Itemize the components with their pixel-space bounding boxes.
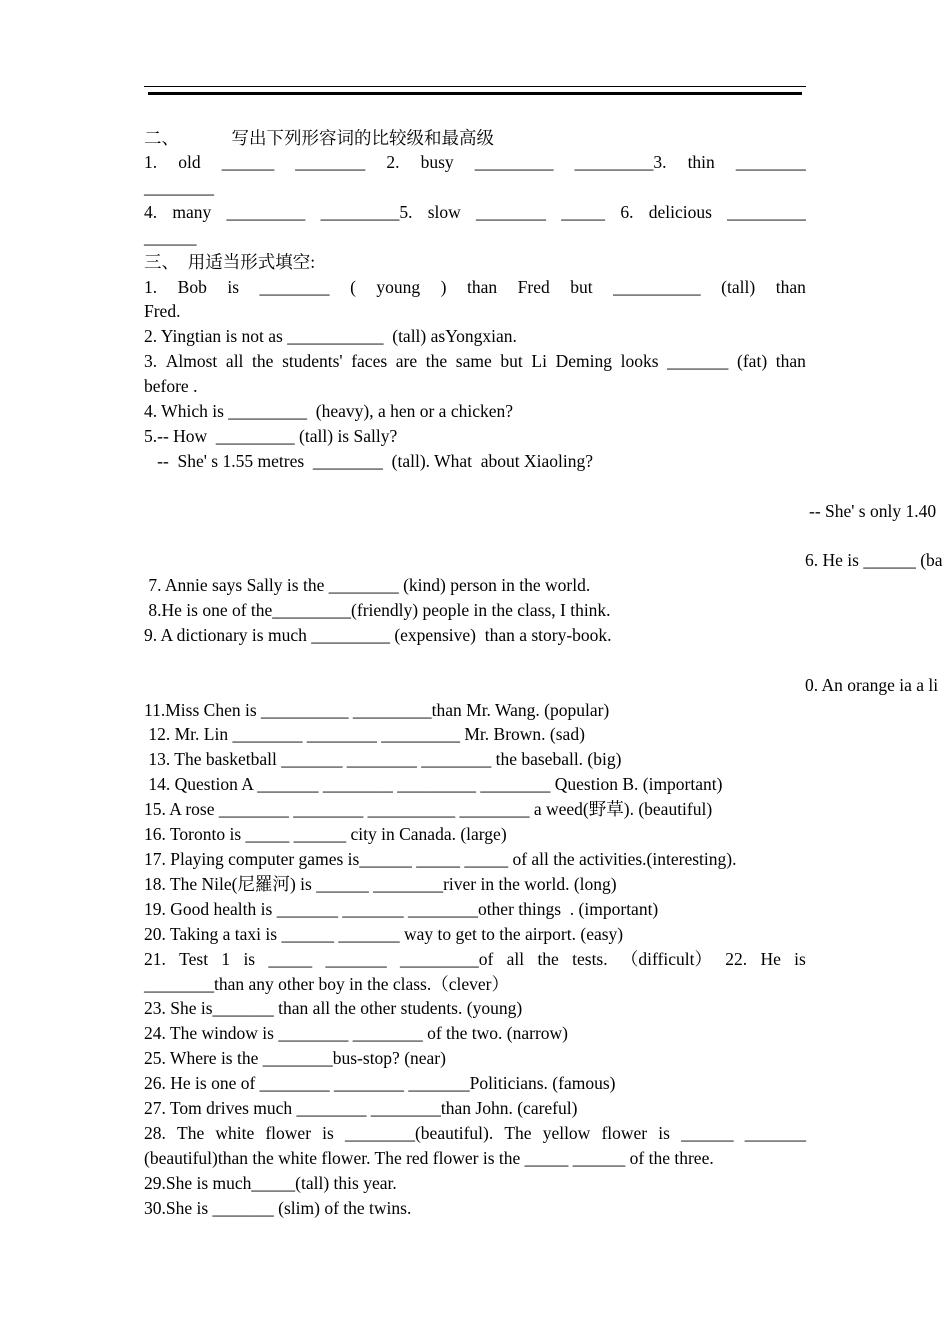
- word: 21.: [144, 949, 166, 969]
- word: _______: [667, 351, 729, 371]
- section2-row2: [144, 201, 806, 223]
- question-21: [144, 948, 806, 970]
- question-24: 24. The window is ________ ________ of the two. (narrow): [144, 1023, 568, 1043]
- question-7: 7. Annie says Sally is the ________ (kind) person in the world.: [144, 575, 591, 595]
- word: white: [215, 1123, 255, 1143]
- word: _________3.: [574, 152, 667, 172]
- word: ________: [259, 277, 330, 297]
- word: looks: [620, 351, 659, 371]
- word: ________: [295, 152, 366, 172]
- question-16: 16. Toronto is _____ ______ city in Canada. (large): [144, 824, 507, 844]
- word: flower: [601, 1123, 648, 1143]
- word: many: [172, 202, 212, 222]
- header-rule-thick: [148, 92, 802, 95]
- question-13: 13. The basketball _______ ________ ________ the baseball. (big): [144, 749, 622, 769]
- word: ______: [221, 152, 275, 172]
- word: are: [395, 351, 418, 371]
- word: Bob: [177, 277, 207, 297]
- word: (tall): [721, 277, 756, 297]
- question-27: 27. Tom drives much ________ ________than John. (careful): [144, 1098, 578, 1118]
- word: students': [282, 351, 343, 371]
- question-18: 18. The Nile(尼羅河) is ______ ________river in the world. (long): [144, 874, 617, 894]
- question-5a: 5.-- How _________ (tall) is Sally?: [144, 426, 398, 446]
- word: all: [225, 351, 244, 371]
- word: the: [425, 351, 448, 371]
- word: 1.: [144, 152, 158, 172]
- question-5c: -- She' s only 1.40: [809, 501, 937, 521]
- question-6: 6. He is ______ (ba: [805, 550, 943, 570]
- word: __________: [613, 277, 701, 297]
- word: _________of: [400, 949, 494, 969]
- word: Fred: [517, 277, 550, 297]
- question-30: 30.She is _______ (slim) of the twins.: [144, 1198, 412, 1218]
- question-9: 9. A dictionary is much _________ (expensive) than a story-book.: [144, 625, 612, 645]
- question-28-cont: (beautiful)than the white flower. The red flower is the _____ ______ of the three.: [144, 1148, 714, 1168]
- section2-row1-cont: ________: [144, 177, 214, 197]
- word: Li: [531, 351, 547, 371]
- word: (: [350, 277, 356, 297]
- word: ________: [476, 202, 547, 222]
- question-25: 25. Where is the ________bus-stop? (near): [144, 1048, 446, 1068]
- word: ________(beautiful).: [344, 1123, 494, 1143]
- question-2: 2. Yingtian is not as ___________ (tall) asYongxian.: [144, 326, 517, 346]
- question-10: 0. An orange ia a li: [805, 675, 939, 695]
- word: Test: [179, 949, 209, 969]
- header-rule-thin: [144, 86, 806, 87]
- word: The: [504, 1123, 532, 1143]
- word: is: [227, 277, 240, 297]
- question-8: 8.He is one of the_________(friendly) people in the class, I think.: [144, 600, 611, 620]
- question-1: [144, 276, 806, 298]
- word: is: [658, 1123, 670, 1143]
- word: _______: [325, 949, 387, 969]
- word: tests.: [572, 949, 608, 969]
- question-28: [144, 1122, 806, 1144]
- question-22-cont: ________than any other boy in the class.（clever）: [144, 974, 509, 994]
- question-3-cont: before .: [144, 376, 198, 396]
- word: the: [537, 949, 559, 969]
- word: busy: [420, 152, 454, 172]
- word: ): [440, 277, 447, 297]
- question-11: 11.Miss Chen is __________ _________than Mr. Wang. (popular): [144, 700, 610, 720]
- question-20: 20. Taking a taxi is ______ _______ way to get to the airport. (easy): [144, 924, 624, 944]
- word: Almost: [165, 351, 218, 371]
- word: _____: [268, 949, 313, 969]
- word: the: [252, 351, 274, 371]
- word: 4.: [144, 202, 158, 222]
- word: all: [506, 949, 525, 969]
- word: 2.: [386, 152, 400, 172]
- word: old: [178, 152, 201, 172]
- question-5b: -- She' s 1.55 metres ________ (tall). What about Xiaoling?: [144, 451, 593, 471]
- word: 6.: [620, 202, 634, 222]
- word: delicious: [648, 202, 712, 222]
- word: slow: [427, 202, 461, 222]
- word: than: [775, 277, 806, 297]
- question-15: 15. A rose ________ ________ __________ ________ a weed(野草). (beautiful): [144, 799, 713, 819]
- word: ______: [681, 1123, 734, 1143]
- word: （difficult）: [620, 949, 712, 969]
- word: He: [760, 949, 781, 969]
- word: 28.: [144, 1123, 166, 1143]
- word: same: [455, 351, 492, 371]
- word: thin: [687, 152, 715, 172]
- word: is: [322, 1123, 334, 1143]
- question-3: [144, 350, 806, 372]
- word: is: [243, 949, 256, 969]
- question-1-cont: Fred.: [144, 301, 181, 321]
- word: ________: [735, 152, 806, 172]
- word: 1.: [144, 277, 158, 297]
- word: The: [177, 1123, 205, 1143]
- word: 3.: [144, 351, 158, 371]
- word: _________: [474, 152, 554, 172]
- word: _________5.: [320, 202, 413, 222]
- word: young: [376, 277, 421, 297]
- question-26: 26. He is one of ________ ________ _______Politicians. (famous): [144, 1073, 616, 1093]
- word: than: [775, 351, 806, 371]
- section3-title: 三、 用适当形式填空:: [144, 252, 316, 272]
- word: _________: [727, 202, 806, 222]
- section2-row2-cont: ______: [144, 227, 197, 247]
- question-19: 19. Good health is _______ _______ ________other things . (important): [144, 899, 659, 919]
- word: than: [467, 277, 498, 297]
- word: _______: [744, 1123, 806, 1143]
- question-23: 23. She is_______ than all the other students. (young): [144, 998, 523, 1018]
- word: but: [500, 351, 523, 371]
- word: flower: [265, 1123, 312, 1143]
- question-4: 4. Which is _________ (heavy), a hen or a chicken?: [144, 401, 514, 421]
- word: 1: [221, 949, 231, 969]
- word: _____: [561, 202, 606, 222]
- question-17: 17. Playing computer games is______ _____ _____ of all the activities.(interesting).: [144, 849, 737, 869]
- word: 22.: [725, 949, 748, 969]
- word: is: [794, 949, 806, 969]
- question-12: 12. Mr. Lin ________ ________ _________ Mr. Brown. (sad): [144, 724, 585, 744]
- word: (fat): [737, 351, 768, 371]
- question-29: 29.She is much_____(tall) this year.: [144, 1173, 397, 1193]
- section2-row1: [144, 151, 806, 173]
- word: but: [570, 277, 593, 297]
- word: faces: [351, 351, 388, 371]
- word: yellow: [542, 1123, 591, 1143]
- word: Deming: [555, 351, 612, 371]
- section2-title: 二、 写出下列形容词的比较级和最高级: [144, 128, 494, 148]
- word: _________: [226, 202, 306, 222]
- question-14: 14. Question A _______ ________ _________ ________ Question B. (important): [144, 774, 723, 794]
